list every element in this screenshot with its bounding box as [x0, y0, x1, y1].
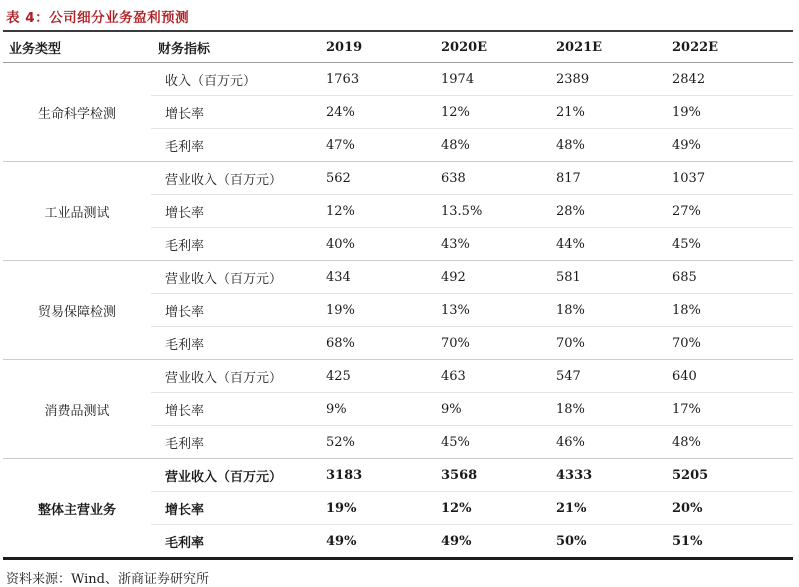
value-cell: 12%	[319, 195, 434, 228]
value-cell: 19%	[665, 96, 793, 129]
value-cell: 24%	[319, 96, 434, 129]
metric-cell: 毛利率	[151, 525, 319, 559]
value-cell: 9%	[434, 393, 549, 426]
value-cell: 52%	[319, 426, 434, 459]
business-type-cell: 消费品测试	[3, 360, 151, 459]
metric-cell: 营业收入（百万元）	[151, 459, 319, 492]
value-cell: 70%	[665, 327, 793, 360]
value-cell: 50%	[549, 525, 665, 559]
column-header-2: 2019	[319, 31, 434, 63]
value-cell: 12%	[434, 96, 549, 129]
column-header-3: 2020E	[434, 31, 549, 63]
value-cell: 3568	[434, 459, 549, 492]
value-cell: 581	[549, 261, 665, 294]
value-cell: 1037	[665, 162, 793, 195]
value-cell: 48%	[665, 426, 793, 459]
value-cell: 434	[319, 261, 434, 294]
value-cell: 5205	[665, 459, 793, 492]
metric-cell: 毛利率	[151, 129, 319, 162]
table-header	[3, 31, 793, 63]
value-cell: 638	[434, 162, 549, 195]
value-cell: 68%	[319, 327, 434, 360]
value-cell: 13.5%	[434, 195, 549, 228]
metric-cell: 增长率	[151, 96, 319, 129]
value-cell: 70%	[549, 327, 665, 360]
value-cell: 562	[319, 162, 434, 195]
business-type-cell: 整体主营业务	[3, 459, 151, 559]
value-cell: 19%	[319, 294, 434, 327]
value-cell: 49%	[434, 525, 549, 559]
value-cell: 18%	[665, 294, 793, 327]
table-row	[3, 162, 793, 195]
table-row	[3, 459, 793, 492]
table-row	[3, 63, 793, 96]
value-cell: 47%	[319, 129, 434, 162]
value-cell: 685	[665, 261, 793, 294]
column-header-5: 2022E	[665, 31, 793, 63]
value-cell: 21%	[549, 96, 665, 129]
business-type-cell: 贸易保障检测	[3, 261, 151, 360]
column-header-4: 2021E	[549, 31, 665, 63]
business-type-cell: 工业品测试	[3, 162, 151, 261]
value-cell: 27%	[665, 195, 793, 228]
table-body	[3, 63, 793, 559]
value-cell: 492	[434, 261, 549, 294]
value-cell: 2389	[549, 63, 665, 96]
value-cell: 48%	[549, 129, 665, 162]
column-header-1: 财务指标	[151, 31, 319, 63]
table-title: 表 4：公司细分业务盈利预测	[6, 10, 190, 26]
forecast-table	[3, 30, 793, 560]
metric-cell: 毛利率	[151, 327, 319, 360]
value-cell: 70%	[434, 327, 549, 360]
value-cell: 40%	[319, 228, 434, 261]
value-cell: 20%	[665, 492, 793, 525]
value-cell: 3183	[319, 459, 434, 492]
header-row	[3, 31, 793, 63]
metric-cell: 增长率	[151, 294, 319, 327]
value-cell: 18%	[549, 294, 665, 327]
value-cell: 43%	[434, 228, 549, 261]
metric-cell: 营业收入（百万元）	[151, 261, 319, 294]
table-row	[3, 261, 793, 294]
value-cell: 49%	[319, 525, 434, 559]
value-cell: 45%	[665, 228, 793, 261]
value-cell: 547	[549, 360, 665, 393]
value-cell: 12%	[434, 492, 549, 525]
value-cell: 2842	[665, 63, 793, 96]
value-cell: 19%	[319, 492, 434, 525]
table-row	[3, 360, 793, 393]
value-cell: 44%	[549, 228, 665, 261]
value-cell: 46%	[549, 426, 665, 459]
value-cell: 4333	[549, 459, 665, 492]
value-cell: 640	[665, 360, 793, 393]
value-cell: 463	[434, 360, 549, 393]
metric-cell: 营业收入（百万元）	[151, 162, 319, 195]
value-cell: 817	[549, 162, 665, 195]
metric-cell: 增长率	[151, 195, 319, 228]
metric-cell: 毛利率	[151, 426, 319, 459]
metric-cell: 毛利率	[151, 228, 319, 261]
value-cell: 49%	[665, 129, 793, 162]
metric-cell: 增长率	[151, 393, 319, 426]
metric-cell: 增长率	[151, 492, 319, 525]
value-cell: 1763	[319, 63, 434, 96]
value-cell: 13%	[434, 294, 549, 327]
value-cell: 18%	[549, 393, 665, 426]
metric-cell: 营业收入（百万元）	[151, 360, 319, 393]
value-cell: 9%	[319, 393, 434, 426]
business-type-cell: 生命科学检测	[3, 63, 151, 162]
metric-cell: 收入（百万元）	[151, 63, 319, 96]
source-note: 资料来源：Wind、浙商证券研究所	[6, 572, 209, 587]
column-header-0: 业务类型	[3, 31, 151, 63]
value-cell: 28%	[549, 195, 665, 228]
value-cell: 17%	[665, 393, 793, 426]
value-cell: 51%	[665, 525, 793, 559]
value-cell: 21%	[549, 492, 665, 525]
value-cell: 1974	[434, 63, 549, 96]
value-cell: 425	[319, 360, 434, 393]
value-cell: 48%	[434, 129, 549, 162]
value-cell: 45%	[434, 426, 549, 459]
